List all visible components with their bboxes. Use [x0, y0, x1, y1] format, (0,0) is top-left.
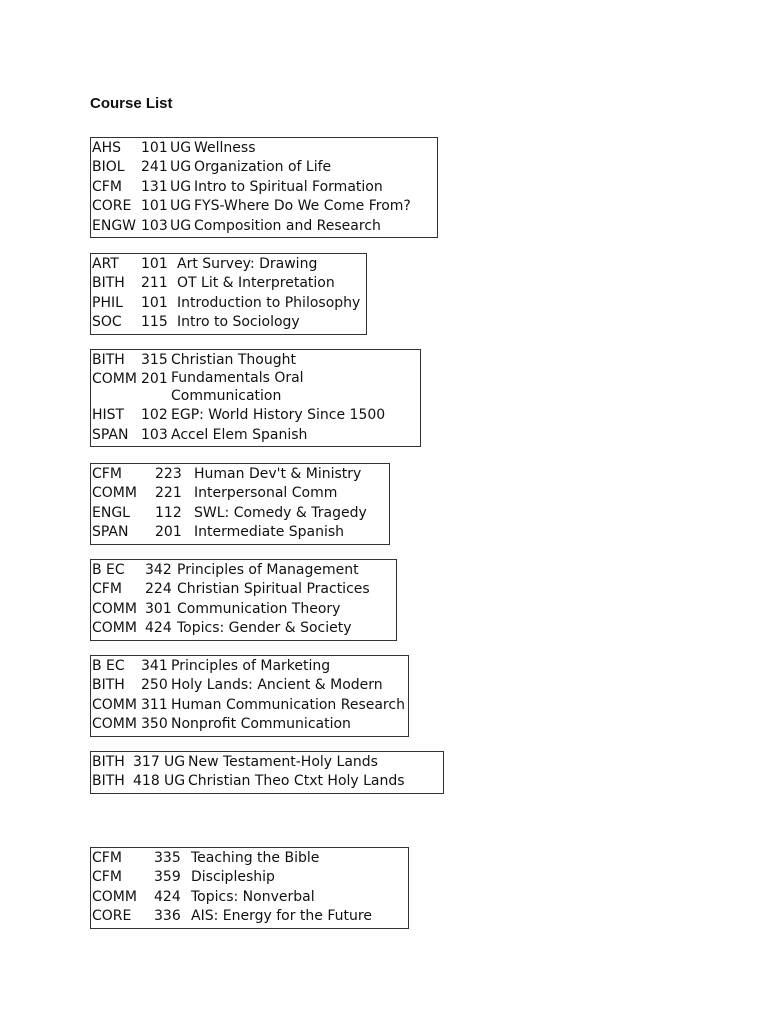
- course-row: [92, 600, 396, 619]
- course-number: 336: [154, 908, 181, 925]
- course-dept: SPAN: [92, 426, 129, 443]
- course-row: [92, 255, 366, 274]
- course-title: Wellness: [194, 140, 256, 156]
- course-number: 301: [145, 600, 172, 617]
- course-number: 311: [141, 696, 168, 713]
- course-number: 424: [145, 620, 172, 637]
- course-number: 250: [141, 677, 168, 694]
- course-number: 115: [141, 314, 168, 331]
- course-dept: CFM: [92, 869, 122, 886]
- course-number: 359: [154, 869, 181, 886]
- course-number: 101: [141, 256, 168, 272]
- course-dept: COMM: [92, 600, 137, 617]
- course-title: New Testament-Holy Lands: [188, 754, 378, 770]
- course-title: Nonprofit Communication: [171, 716, 351, 733]
- course-number: 241: [141, 159, 168, 176]
- course-level: UG: [170, 140, 192, 156]
- course-title: Human Communication Research: [171, 696, 405, 713]
- course-group-3: [90, 349, 421, 447]
- course-dept: SOC: [92, 314, 122, 331]
- course-number: 201: [155, 524, 182, 541]
- course-dept: BITH: [92, 352, 125, 368]
- course-row: [92, 696, 408, 715]
- course-number: 112: [155, 504, 182, 521]
- course-number: 103: [141, 426, 168, 443]
- course-number: 102: [141, 407, 168, 424]
- course-dept: COMM: [92, 716, 137, 733]
- course-dept: B EC: [92, 658, 125, 674]
- course-title: Interpersonal Comm: [194, 485, 338, 502]
- course-number: 418: [133, 773, 160, 790]
- course-title: Teaching the Bible: [191, 850, 320, 866]
- course-dept: BITH: [92, 754, 125, 770]
- course-number: 424: [154, 888, 181, 905]
- course-dept: CFM: [92, 178, 122, 195]
- course-number: 101: [141, 140, 168, 156]
- course-number: 101: [141, 294, 168, 311]
- course-row: [92, 753, 443, 772]
- page-title: Course List: [90, 95, 173, 112]
- course-number: 335: [154, 850, 181, 866]
- course-row: [92, 406, 420, 425]
- course-row: [92, 313, 366, 332]
- course-dept: BITH: [92, 773, 125, 790]
- course-group-2: [90, 253, 367, 335]
- course-dept: ENGL: [92, 504, 130, 521]
- course-title: Topics: Nonverbal: [191, 888, 315, 905]
- course-number: 350: [141, 716, 168, 733]
- course-row: [92, 888, 408, 907]
- course-title: EGP: World History Since 1500: [171, 407, 386, 424]
- course-dept: AHS: [92, 140, 121, 156]
- course-number: 211: [141, 275, 168, 292]
- course-number: 201: [141, 371, 168, 388]
- course-row: [92, 849, 408, 868]
- course-number: 103: [141, 217, 168, 234]
- course-dept: ENGW: [92, 217, 137, 234]
- course-title: OT Lit & Interpretation: [177, 275, 335, 292]
- course-group-7: [90, 751, 444, 794]
- course-title: Christian Spiritual Practices: [177, 581, 370, 598]
- course-dept: COMM: [92, 371, 137, 388]
- course-title: Intro to Spiritual Formation: [194, 178, 383, 195]
- course-row: [92, 523, 389, 542]
- course-group-4: [90, 463, 390, 545]
- course-row: [92, 274, 366, 293]
- course-dept: PHIL: [92, 294, 123, 311]
- course-dept: BIOL: [92, 159, 125, 176]
- course-row: [92, 657, 408, 676]
- course-dept: COMM: [92, 620, 137, 637]
- course-row: [92, 158, 437, 177]
- course-number: 342: [145, 562, 172, 578]
- course-title: Intro to Sociology: [177, 314, 300, 331]
- course-number: 221: [155, 485, 182, 502]
- course-title: Holy Lands: Ancient & Modern: [171, 677, 383, 694]
- course-group-1: [90, 137, 438, 238]
- course-row: [92, 178, 437, 197]
- course-title: Intermediate Spanish: [194, 524, 345, 541]
- course-level: UG: [170, 178, 192, 195]
- course-group-6: [90, 655, 409, 737]
- course-dept: CORE: [92, 908, 132, 925]
- course-row: [92, 715, 408, 734]
- course-number: 341: [141, 658, 168, 674]
- course-dept: CFM: [92, 850, 122, 866]
- course-dept: B EC: [92, 562, 125, 578]
- course-title: Human Dev't & Ministry: [194, 466, 362, 482]
- course-title: Christian Theo Ctxt Holy Lands: [188, 773, 405, 790]
- course-dept: COMM: [92, 888, 137, 905]
- course-row: [92, 294, 366, 313]
- course-row: [92, 351, 420, 370]
- course-title: Organization of Life: [194, 159, 332, 176]
- course-dept: BITH: [92, 275, 125, 292]
- course-row: [92, 504, 389, 523]
- course-title: Principles of Marketing: [171, 658, 331, 674]
- course-dept: CFM: [92, 581, 122, 598]
- course-level: UG: [170, 198, 192, 215]
- course-title: Topics: Gender & Society: [177, 620, 352, 637]
- course-level: UG: [170, 217, 192, 234]
- course-row: [92, 426, 420, 445]
- course-dept: CFM: [92, 466, 122, 482]
- course-dept: SPAN: [92, 524, 129, 541]
- course-title: SWL: Comedy & Tragedy: [194, 504, 367, 521]
- course-title: Discipleship: [191, 869, 275, 886]
- course-title: Christian Thought: [171, 352, 296, 368]
- course-title: Art Survey: Drawing: [177, 256, 318, 272]
- course-number: 101: [141, 198, 168, 215]
- course-number: 224: [145, 581, 172, 598]
- course-group-8: [90, 847, 409, 929]
- course-row: [92, 217, 437, 236]
- course-level: UG: [170, 159, 192, 176]
- course-dept: BITH: [92, 677, 125, 694]
- course-row: [92, 484, 389, 503]
- course-dept: ART: [92, 256, 119, 272]
- course-row: [92, 619, 396, 638]
- course-level: UG: [164, 773, 186, 790]
- course-row: [92, 676, 408, 695]
- course-number: 315: [141, 352, 168, 368]
- course-dept: COMM: [92, 485, 137, 502]
- course-title: AIS: Energy for the Future: [191, 908, 372, 925]
- course-row: [92, 197, 437, 216]
- course-title: Composition and Research: [194, 217, 381, 234]
- course-row: [92, 907, 408, 926]
- course-row: [92, 561, 396, 580]
- course-title: Communication Theory: [177, 600, 341, 617]
- course-dept: CORE: [92, 198, 132, 215]
- course-row: [92, 772, 443, 791]
- course-title: Fundamentals Oral Communication: [171, 370, 304, 404]
- course-number: 131: [141, 178, 168, 195]
- course-title: Principles of Management: [177, 562, 359, 578]
- course-level: UG: [164, 754, 186, 770]
- course-dept: HIST: [92, 407, 125, 424]
- course-title: Accel Elem Spanish: [171, 426, 308, 443]
- course-row: [92, 465, 389, 484]
- course-title: Introduction to Philosophy: [177, 294, 361, 311]
- course-dept: COMM: [92, 696, 137, 713]
- course-number: 317: [133, 754, 160, 770]
- course-row: [92, 868, 408, 887]
- course-number: 223: [155, 466, 182, 482]
- course-group-5: [90, 559, 397, 641]
- course-row: [92, 370, 420, 406]
- course-row: [92, 139, 437, 158]
- course-row: [92, 580, 396, 599]
- course-title: FYS-Where Do We Come From?: [194, 198, 411, 215]
